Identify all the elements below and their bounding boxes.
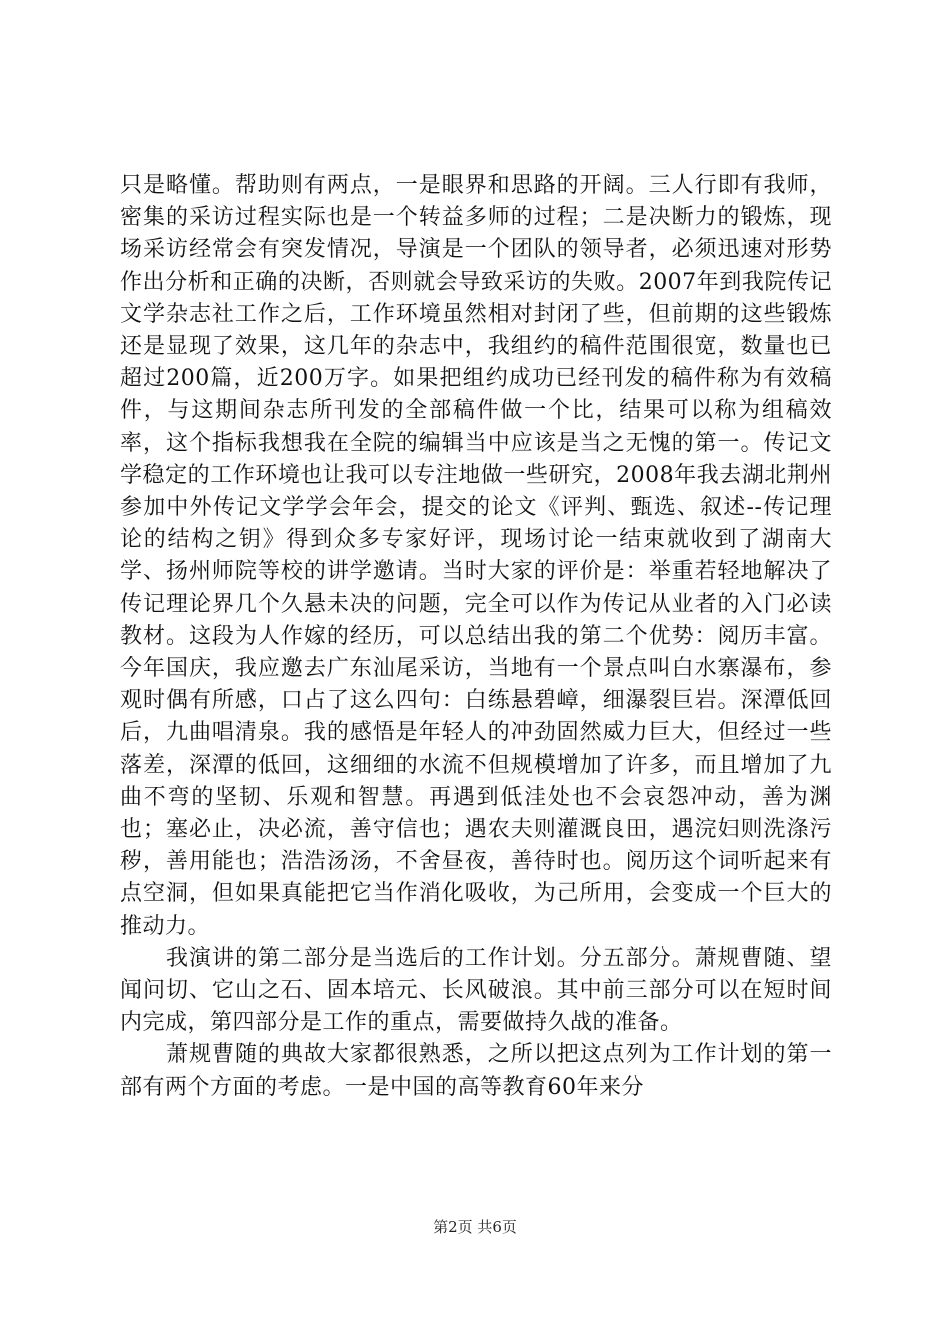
- paragraph-2: 我演讲的第二部分是当选后的工作计划。分五部分。萧规曹随、望闻问切、它山之石、固本培元、长风破浪。其中前三部分可以在短时间内完成，第四部分是工作的重点，需要做持久战的准备。: [120, 945, 832, 1036]
- document-body: [120, 170, 832, 1104]
- page-number-footer: 第2页 共6页: [433, 1218, 517, 1236]
- paragraph-3: 萧规曹随的典故大家都很熟悉，之所以把这点列为工作计划的第一部有两个方面的考虑。一是中国的高等教育60年来分: [120, 1042, 832, 1100]
- paragraph-1: 只是略懂。帮助则有两点，一是眼界和思路的开阔。三人行即有我师，密集的采访过程实际也是一个转益多师的过程；二是决断力的锻炼，现场采访经常会有突发情况，导演是一个团队的领导者，必须迅速对形势作出分析和正确的决断，否则就会导致采访的失败。2007年到我院传记文学杂志社工作之后，工作环境虽然相对封闭了些，但前期的这些锻炼还是显现了效果，这几年的杂志中，我组约的稿件范围很宽，数量也已超过200篇，近200万字。如果把组约成功已经刊发的稿件称为有效稿件，与这期间杂志所刊发的全部稿件做一个比，结果可以称为组稿效率，这个指标我想我在全院的编辑当中应该是当之无愧的第一。传记文学稳定的工作环境也让我可以专注地做一些研究，2008年我去湖北荆州参加中外传记文学学会年会，提交的论文《评判、甄选、叙述--传记理论的结构之钥》得到众多专家好评，现场讨论一结束就收到了湖南大学、扬州师院等校的讲学邀请。当时大家的评价是：举重若轻地解决了传记理论界几个久悬未决的问题，完全可以作为传记从业者的入门必读教材。这段为人作嫁的经历，可以总结出我的第二个优势：阅历丰富。今年国庆，我应邀去广东汕尾采访，当地有一个景点叫白水寨瀑布，参观时偶有所感，口占了这么四句：白练悬碧嶂，细瀑裂巨岩。深潭低回后，九曲唱清泉。我的感悟是年轻人的冲劲固然威力巨大，但经过一些落差，深潭的低回，这细细的水流不但规模增加了许多，而且增加了九曲不弯的坚韧、乐观和智慧。再遇到低洼处也不会哀怨冲动，善为渊也；塞必止，决必流，善守信也；遇农夫则灌溉良田，遇浣妇则洗涤污秽，善用能也；浩浩汤汤，不舍昼夜，善待时也。阅历这个词听起来有点空洞，但如果真能把它当作消化吸收，为己所用，会变成一个巨大的推动力。: [120, 173, 832, 939]
